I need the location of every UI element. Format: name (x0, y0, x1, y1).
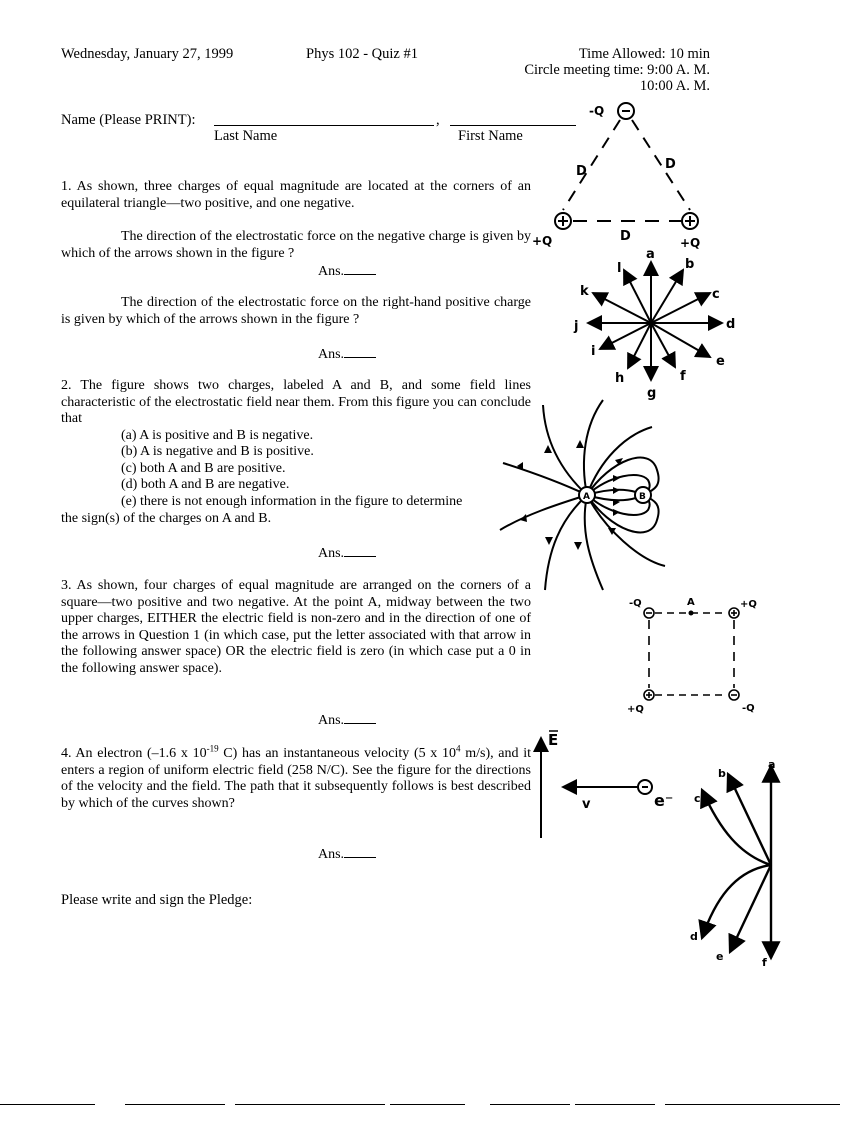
course-title: Phys 102 - Quiz #1 (306, 46, 418, 62)
svg-text:D: D (620, 229, 631, 244)
svg-text:+Q: +Q (740, 599, 757, 610)
q3-text: 3. As shown, four charges of equal magnitude are arranged on the corners of a square—two positive and two negative. At the point A, midway between the two upper charges, EITHER the electric field is non-zero and in the direction of one of the arrows in Question 1 (in which case, put the letter associated with that arrow in the following answer space) OR the electric field is zero (in which case put a 0 in the following answer space). (61, 578, 531, 676)
svg-text:i: i (591, 344, 596, 359)
svg-text:h: h (615, 371, 625, 386)
q1-part-b: The direction of the electrostatic force on the right-hand positive charge is given by which of the arrows shown in the figure ? (61, 295, 531, 327)
svg-text:b: b (685, 257, 695, 272)
pledge-signature-area[interactable] (61, 915, 531, 1035)
scan-rule (235, 1104, 385, 1105)
svg-text:l: l (617, 261, 622, 276)
last-name-caption: Last Name (214, 128, 278, 144)
svg-text:a: a (768, 758, 776, 771)
quiz-date: Wednesday, January 27, 1999 (61, 46, 234, 62)
svg-text:+Q: +Q (627, 704, 644, 715)
scan-rule (575, 1104, 655, 1105)
q2-option-e[interactable]: (e) there is not enough information in the figure to determine (121, 494, 463, 509)
scan-rule (125, 1104, 225, 1105)
name-separator: , (436, 112, 440, 128)
velocity-label: v (582, 797, 591, 812)
svg-text:k: k (580, 284, 589, 299)
svg-text:f: f (680, 369, 686, 384)
q4-text: 4. An electron (–1.6 x $10^{-19}$ C) has an instantaneous velocity (5 x $10^4$ m/s), and it enters a region of uniform electric field (258 N/C). See the figure for the directions of the velocity and the field. The path that it subsequently follows is best described by which of the curves shown? (61, 743, 531, 811)
q2-option-b[interactable]: (b) A is negative and B is positive. (121, 444, 314, 459)
svg-text:A: A (583, 492, 590, 502)
svg-text:A: A (687, 597, 695, 608)
answer-label: Ans. (318, 264, 345, 279)
svg-text:+Q: +Q (532, 234, 553, 248)
q2-option-c[interactable]: (c) both A and B are positive. (121, 461, 286, 476)
svg-text:d: d (726, 317, 736, 332)
svg-text:e: e (716, 950, 724, 963)
circle-meeting-time-option-2[interactable]: 10:00 A. M. (639, 78, 710, 94)
scan-rule (665, 1104, 840, 1105)
svg-text:e: e (716, 354, 725, 369)
svg-text:B: B (639, 492, 646, 502)
q1-part-a: The direction of the electrostatic force on the negative charge is given by which of the arrows shown in the figure ? (61, 229, 531, 261)
svg-text:d: d (690, 930, 698, 943)
q2-intro: 2. The figure shows two charges, labeled A and B, and some field lines characteristic of the electrostatic field near them. From this figure you can conclude that (61, 378, 531, 426)
electron-label: e⁻ (654, 791, 674, 810)
svg-text:c: c (694, 792, 701, 805)
svg-text:-Q: -Q (629, 598, 642, 609)
svg-text:c: c (712, 287, 720, 302)
answer-label: Ans. (318, 713, 345, 728)
scan-rule (390, 1104, 465, 1105)
time-allowed: Time Allowed: 10 min (578, 46, 710, 62)
circle-meeting-time-option-1[interactable]: Circle meeting time: 9:00 A. M. (524, 62, 710, 78)
q1-intro: 1. As shown, three charges of equal magnitude are located at the corners of an equilateral triangle—two positive, and one negative. (61, 179, 531, 211)
name-label: Name (Please PRINT): (61, 112, 196, 128)
svg-text:j: j (574, 319, 579, 334)
q2-option-a[interactable]: (a) A is positive and B is negative. (121, 428, 314, 443)
svg-text:-Q: -Q (589, 104, 605, 118)
svg-text:g: g (647, 386, 657, 401)
svg-text:b: b (718, 767, 726, 780)
svg-text:D: D (576, 164, 587, 179)
svg-text:f: f (762, 956, 767, 969)
scan-rule (0, 1104, 95, 1105)
svg-text:D: D (665, 157, 676, 172)
pledge-label: Please write and sign the Pledge: (61, 892, 253, 908)
svg-text:a: a (646, 247, 655, 262)
q2-option-d[interactable]: (d) both A and B are negative. (121, 477, 290, 492)
scan-rule (490, 1104, 570, 1105)
svg-text:+Q: +Q (680, 236, 701, 250)
first-name-caption: First Name (458, 128, 523, 144)
field-label: E (548, 731, 559, 749)
answer-label: Ans. (318, 546, 345, 561)
svg-text:-Q: -Q (742, 703, 755, 714)
answer-label: Ans. (318, 847, 345, 862)
answer-label: Ans. (318, 347, 345, 362)
q2-option-e-cont: the sign(s) of the charges on A and B. (61, 511, 272, 526)
